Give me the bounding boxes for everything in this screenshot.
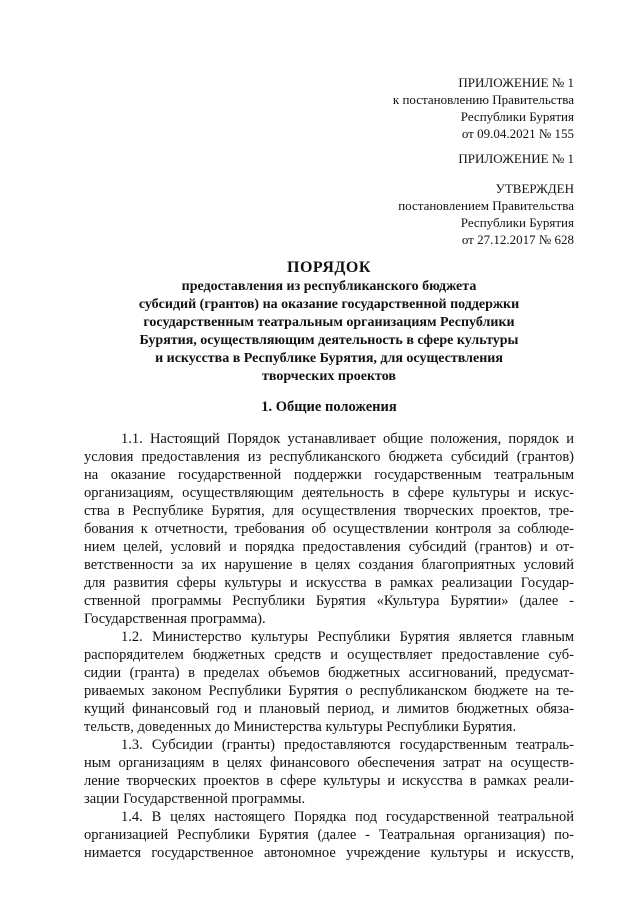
text-line: ства в Республике Бурятия, для осуществления творческих проектов, тре- (84, 503, 574, 519)
text-line: распорядителем бюджетных средств и осуществляет предоставление суб- (84, 647, 574, 663)
text-line: риваемых законом Республики Бурятия о республиканском бюджете на те- (84, 683, 574, 699)
appendix-line: к постановлению Правительства (392, 92, 574, 107)
document-title (84, 258, 574, 386)
title-line: и искусства в Республике Бурятия, для осуществления (155, 351, 503, 366)
text-line: нием целей, условий и порядка предоставления субсидий (грантов) и от- (84, 539, 574, 555)
title-subtitle (84, 278, 574, 386)
paragraph-1-3 (84, 736, 574, 808)
approved-line: Республики Бурятия (460, 215, 574, 230)
text-line: 1.4. В целях настоящего Порядка под государственной театральной (121, 809, 574, 825)
appendix-line: ПРИЛОЖЕНИЕ № 1 (458, 75, 574, 90)
title-line: творческих проектов (262, 369, 396, 384)
paragraph-1-2 (84, 628, 574, 736)
text-line: кущий финансовый год и плановый период, и лимитов бюджетных обяза- (84, 701, 574, 717)
text-line: Государственная программа). (84, 611, 266, 627)
approved-block (398, 180, 574, 248)
title-line: предоставления из республиканского бюджета (181, 279, 477, 294)
title-line: Бурятия, осуществляющим деятельность в сфере культуры (139, 333, 519, 348)
section-heading: 1. Общие положения (261, 399, 397, 415)
text-line: 1.1. Настоящий Порядок устанавливает общие положения, порядок и (121, 431, 574, 447)
title-line: субсидий (грантов) на оказание государственной поддержки (138, 297, 520, 312)
text-line: для развития сферы культуры и искусства в рамках реализации Государ- (84, 575, 574, 591)
document-body (84, 430, 574, 862)
text-line: ственной программы Республики Бурятия «Культура Бурятии» (далее - (84, 593, 574, 609)
text-line: ление творческих проектов в сфере культуры и искусства в рамках реали- (84, 773, 574, 789)
approved-line: постановлением Правительства (398, 198, 574, 213)
title-main: ПОРЯДОК (287, 259, 371, 276)
paragraph-1-1 (84, 430, 574, 628)
text-line: 1.3. Субсидии (гранты) предоставляются государственным театраль- (121, 737, 574, 753)
text-line: тельств, доведенных до Министерства культуры Республики Бурятия. (84, 719, 517, 735)
approved-line: УТВЕРЖДЕН (495, 181, 574, 196)
text-line: ветственности за их нарушение в целях создания благоприятных условий (84, 557, 574, 573)
text-line: условия предоставления из республиканского бюджета субсидий (грантов) (84, 449, 574, 465)
text-line: сидии (гранта) в пределах объемов бюджетных ассигнований, предусмат- (84, 665, 574, 681)
title-line: государственным театральным организациям Республики (143, 315, 515, 330)
text-line: нимается государственное автономное учреждение культуры и искусств, (84, 845, 574, 861)
appendix-header (393, 74, 574, 142)
text-line: зации Государственной программы. (84, 791, 306, 807)
text-line: бования к отчетности, требования об осуществлении контроля за соблюде- (84, 521, 574, 537)
appendix-line: от 09.04.2021 № 155 (461, 126, 574, 141)
approved-line: от 27.12.2017 № 628 (461, 232, 574, 247)
text-line: 1.2. Министерство культуры Республики Бурятия является главным (121, 629, 574, 645)
appendix-line: Республики Бурятия (460, 109, 574, 124)
text-line: организациям, осуществляющим деятельность в сфере культуры и искус- (84, 485, 574, 501)
appendix-second (458, 150, 574, 167)
appendix-second-label: ПРИЛОЖЕНИЕ № 1 (458, 151, 574, 166)
paragraph-1-4 (84, 808, 574, 862)
text-line: организацией Республики Бурятия (далее - Театральная организация) по- (84, 827, 574, 843)
text-line: ным организациям в целях финансового обеспечения затрат на осуществ- (84, 755, 574, 771)
text-line: на оказание государственной поддержки государственным театральным (84, 467, 574, 483)
